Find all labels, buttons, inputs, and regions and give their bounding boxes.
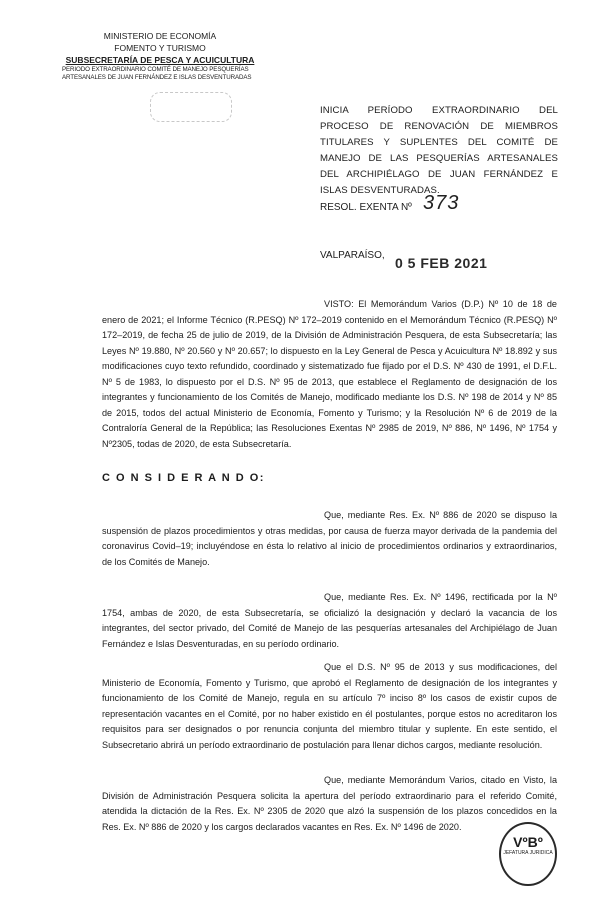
program-line-1: PERIODO EXTRAORDINARIO COMITÉ DE MANEJO PESQUERÍAS xyxy=(62,66,249,73)
resolution-label: RESOL. EXENTA Nº xyxy=(320,202,412,213)
ministry-name: MINISTERIO DE ECONOMÍA xyxy=(103,31,217,41)
approval-stamp xyxy=(499,822,557,886)
p1-body: dispuso la suspensión de plazos procedimientos y otras medidas, por causa de fuerza mayor derivada de la pandemia del coronavirus Covid–19; incluyéndose en ésta lo relativo al inicio de procedimientos ordinarios y extraordinarios, de los Comités de Manejo. xyxy=(102,510,557,567)
letterhead xyxy=(60,30,260,82)
approval-stamp-sub: JEFATURA JURIDICA xyxy=(503,850,553,856)
approval-stamp-vb: VºBº xyxy=(513,834,543,850)
visto-body: de enero de 2021; el Informe Técnico (R.PESQ) Nº 172–2019 contenido en el Memorándum Técnico (R.PESQ) Nº 172–2019, de fecha 25 de julio de 2019, de la División de Administración Pesquera, de esta Subsecretaría; las Leyes Nº 19.880, Nº 20.560 y Nº 20.657; lo dispuesto en la Ley General de Pesca y Acuicultura Nº 18.892 y sus modificaciones cuyo texto refundido, coordinado y sistematizado fue fijado por el D.S. Nº 430 de 1991, el D.F.L. Nº 5 de 1983, lo dispuesto por el D.S. Nº 95 de 2013, que establece el Reglamento de designación de los integrantes y funcionamiento de los Comités de Manejo, modificado mediante los D.S. Nº 198 de 2014 y Nº 85 de 2015, todos del actual Ministerio de Economía, Fomento y Turismo; y la Resolución Nº 6 de 2019 de la Contraloría General de la República; las Resoluciones Exentas Nº 2985 de 2019, Nº 886, Nº 1496, Nº 1754 y Nº2305, todas de 2020, de esta Subsecretaría. xyxy=(102,299,557,449)
p2-body: la Nº 1754, ambas de 2020, de esta Subsecretaría, se oficializó la designación y declaró la vacancia de los integrantes, del sector privado, del Comité de Manejo de las pesquerías artesanales del Archipiélago de Juan Fernández e Islas Desventuradas, en su período ordinario. xyxy=(102,592,557,649)
resolution-date: 0 5 FEB 2021 xyxy=(395,255,488,271)
program-line-2: ARTESANALES DE JUAN FERNÁNDEZ E ISLAS DESVENTURADAS xyxy=(62,74,252,81)
faint-stamp xyxy=(150,92,232,122)
considerando-paragraph-1 xyxy=(102,508,557,570)
ministry-name-2: FOMENTO Y TURISMO xyxy=(114,43,206,53)
subsecretaria-name: SUBSECRETARÍA DE PESCA Y ACUICULTURA xyxy=(65,55,255,65)
considerando-paragraph-3 xyxy=(102,660,557,753)
place-label: VALPARAÍSO, xyxy=(320,250,385,261)
considerando-heading: C O N S I D E R A N D O: xyxy=(102,472,265,484)
p1-lead: Que, mediante Res. Ex. Nº 886 de 2020 se xyxy=(324,510,511,520)
considerando-paragraph-4 xyxy=(102,773,557,835)
considerando-paragraph-2 xyxy=(102,590,557,652)
visto-paragraph xyxy=(102,297,557,452)
resolution-number: 373 xyxy=(423,192,460,214)
visto-lead: VISTO: El Memorándum Varios (D.P.) Nº 10 de 18 xyxy=(324,299,543,309)
p3-body: del Ministerio de Economía, Fomento y Turismo, que aprobó el Reglamento de designación de los integrantes y funcionamiento de los Comité de Manejo, regula en su artículo 7º inciso 8º los casos de existir cupos de representación vacantes en el Comité, por no haber existido en él postulantes, porque estos no acreditaron los requisitos para ser designados o por renuncia conjunta del miembro titular y suplente. En este sentido, el Subsecretario abrirá un período extraordinario de postulación para llenar dichos cargos, mediante resolución. xyxy=(102,662,557,750)
p4-lead: Que, mediante Memorándum Varios, citado en xyxy=(324,775,520,785)
resolution-title: INICIA PERÍODO EXTRAORDINARIO DEL PROCESO DE RENOVACIÓN DE MIEMBROS TITULARES Y SUPLENTES DEL COMITÉ DE MANEJO DE LAS PESQUERÍAS ARTESANALES DEL ARCHIPIÉLAGO DE JUAN FERNÁNDEZ E ISLAS DESVENTURADAS. xyxy=(320,105,558,196)
p3-lead: Que el D.S. Nº 95 de 2013 y sus modificaciones, xyxy=(324,662,541,672)
p2-lead: Que, mediante Res. Ex. Nº 1496, rectificada por xyxy=(324,592,532,602)
p4-body: Visto, la División de Administración Pesquera solicita la apertura del período extraordinario para el referido Comité, atendida la dictación de la Res. Ex. Nº 2305 de 2020 que alzó la suspensión de los plazos concedidos en la Res. Ex. Nº 886 de 2020 y los cargos declarados vacantes en Res. Ex. Nº 1496 de 2020. xyxy=(102,775,557,832)
